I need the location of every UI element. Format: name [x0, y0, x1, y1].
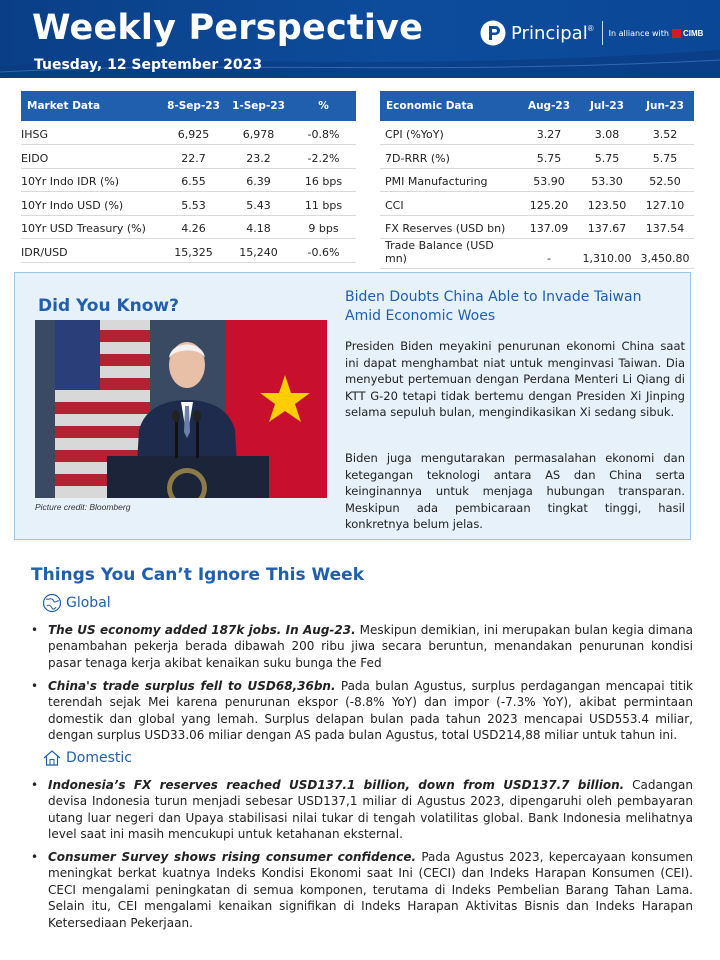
table-cell: 3.08	[578, 121, 636, 145]
table-row	[21, 168, 356, 192]
photo-credit: Picture credit: Bloomberg	[35, 502, 131, 512]
news-photo	[35, 320, 327, 498]
table-row	[380, 121, 694, 145]
table-row	[380, 145, 694, 169]
column-header: Jun-23	[636, 91, 694, 121]
table-cell: 137.09	[520, 215, 578, 239]
table-cell: -0.6%	[291, 239, 356, 263]
table-cell: 4.18	[226, 215, 291, 239]
row-label: PMI Manufacturing	[380, 168, 520, 192]
list-item	[31, 849, 693, 931]
page-title: Weekly Perspective	[32, 8, 424, 48]
table-row	[380, 192, 694, 216]
table-cell: 123.50	[578, 192, 636, 216]
table-cell: 6.55	[161, 168, 226, 192]
principal-logo-icon	[480, 20, 506, 46]
table-row	[21, 192, 356, 216]
table-cell: 5.75	[520, 145, 578, 169]
economic-data-table	[380, 91, 694, 269]
globe-icon	[42, 593, 62, 613]
table-cell: 137.54	[636, 215, 694, 239]
table-cell: 11 bps	[291, 192, 356, 216]
brand-registered-mark: ®	[587, 23, 594, 33]
bullet-dot: •	[31, 623, 39, 637]
table-cell: 6.39	[226, 168, 291, 192]
brand-name: Principal	[511, 22, 588, 44]
bullet-lead: Indonesia’s FX reserves reached USD137.1 billion, down from USD137.7 billion.	[48, 778, 625, 792]
table-cell: 15,240	[226, 239, 291, 263]
bullet-lead: The US economy added 187k jobs. In Aug-23.	[48, 623, 356, 637]
table-cell: 52.50	[636, 168, 694, 192]
table-cell: 9 bps	[291, 215, 356, 239]
row-label: Trade Balance (USD mn)	[380, 239, 520, 269]
table-cell: 125.20	[520, 192, 578, 216]
bullet-text: Pada bulan Agustus, surplus perdagangan mencapai titik terendah sejak Mei karena penurunan ekspor (-8.8% YoY) dan impor (-7.3% YoY), akibat permintaan domestik dan global yang lemah. Surplus delapan bulan pada tahun 2023 mencapai USD553.4 miliar, dengan surplus USD33.06 miliar dengan AS pada bulan Agustus, total USD214,88 miliar untuk tahun ini.	[48, 679, 693, 743]
column-header: Market Data	[21, 91, 161, 121]
table-cell: 22.7	[161, 145, 226, 169]
table-cell: 15,325	[161, 239, 226, 263]
table-row	[21, 239, 356, 263]
bullet-text: Meskipun demikian, ini merupakan bulan kegia dimana penambahan pekerja berada dibawah 200 ribu jiwa secara beruntun, menandakan penurunan kondisi pasar tenaga kerja akibat kenaikan suku bunga the Fed	[48, 623, 693, 670]
table-row	[21, 145, 356, 169]
list-item	[31, 622, 693, 671]
table-row	[380, 168, 694, 192]
bullet-dot: •	[31, 778, 39, 792]
did-you-know-heading: Did You Know?	[38, 296, 179, 316]
table-row	[380, 239, 694, 269]
domestic-subheading	[42, 748, 132, 768]
row-label: 7D-RRR (%)	[380, 145, 520, 169]
table-cell: 5.43	[226, 192, 291, 216]
table-cell: 6,925	[161, 121, 226, 145]
row-label: 10Yr Indo IDR (%)	[21, 168, 161, 192]
row-label: 10Yr USD Treasury (%)	[21, 215, 161, 239]
column-header: 1-Sep-23	[226, 91, 291, 121]
table-row	[21, 121, 356, 145]
house-icon	[42, 748, 62, 768]
table-cell: 3.27	[520, 121, 578, 145]
table-cell: 5.53	[161, 192, 226, 216]
news-photo-illustration	[35, 320, 327, 498]
news-paragraph: Presiden Biden meyakini penurunan ekonomi China saat ini dapat menghambat niat untuk menginvasi Taiwan. Dia menyebut pertemuan dengan Perdana Menteri Li Qiang di KTT G-20 tetapi tidak bertemu dengan Presiden Xi Jinping selama sepuluh bulan, mengindikasikan Xi sedang sibuk.	[345, 339, 685, 420]
did-you-know-box	[14, 272, 691, 540]
bullet-text: Cadangan devisa Indonesia turun menjadi sebesar USD137,1 miliar di Agustus 2023, dipengaruhi oleh pembayaran utang luar negeri dan Upaya stabilisasi nilai tukar di tengah volatilitas global. Bank Indonesia melihatnya level saat ini masih mencukupi untuk ketahanan eksternal.	[48, 778, 694, 842]
table-cell: -0.8%	[291, 121, 356, 145]
bullet-text: Pada Agustus 2023, kepercayaan konsumen meningkat berkat kuatnya Indeks Kondisi Ekonomi saat Ini (CECI) dan Indeks Harapan Konsumen (CEI). CECI mengalami peningkatan di semua komponen, terutama di Indeks Pembelian Barang Tahan Lama. Selain itu, CEI mengalami kenaikan signifikan di Indeks Harapan Aktivitas Bisnis dan Indeks Harapan Ketersediaan Pekerjaan.	[48, 850, 693, 930]
bullet-lead: China's trade surplus fell to USD68,36bn.	[48, 679, 336, 693]
list-item	[31, 777, 694, 843]
table-cell: 23.2	[226, 145, 291, 169]
table-cell: 1,310.00	[578, 239, 636, 269]
market-data-table	[21, 91, 356, 263]
table-row	[380, 215, 694, 239]
column-header: %	[291, 91, 356, 121]
column-header: Aug-23	[520, 91, 578, 121]
table-cell: 5.75	[636, 145, 694, 169]
row-label: 10Yr Indo USD (%)	[21, 192, 161, 216]
bullet-dot: •	[31, 679, 39, 693]
column-header: 8-Sep-23	[161, 91, 226, 121]
table-cell: -	[520, 239, 578, 269]
global-subheading	[42, 593, 111, 613]
report-date: Tuesday, 12 September 2023	[34, 57, 263, 73]
alliance-text: In alliance with	[608, 28, 669, 38]
global-label: Global	[66, 595, 111, 611]
cimb-logo-icon	[672, 29, 681, 38]
table-cell: 4.26	[161, 215, 226, 239]
column-header: Jul-23	[578, 91, 636, 121]
row-label: CPI (%YoY)	[380, 121, 520, 145]
domestic-label: Domestic	[66, 750, 132, 766]
row-label: EIDO	[21, 145, 161, 169]
table-cell: 53.90	[520, 168, 578, 192]
bullet-dot: •	[31, 850, 39, 864]
row-label: CCI	[380, 192, 520, 216]
partner-name: CIMB	[682, 28, 704, 38]
table-cell: 5.75	[578, 145, 636, 169]
table-cell: 53.30	[578, 168, 636, 192]
table-row	[21, 215, 356, 239]
row-label: IDR/USD	[21, 239, 161, 263]
page-header	[0, 0, 720, 78]
table-cell: 3,450.80	[636, 239, 694, 269]
table-header-row	[21, 91, 356, 121]
news-headline: Biden Doubts China Able to Invade Taiwan Amid Economic Woes	[345, 289, 642, 324]
table-cell: 3.52	[636, 121, 694, 145]
row-label: FX Reserves (USD bn)	[380, 215, 520, 239]
brand-separator	[602, 21, 603, 45]
bullet-lead: Consumer Survey shows rising consumer confidence.	[48, 850, 417, 864]
table-cell: -2.2%	[291, 145, 356, 169]
column-header: Economic Data	[380, 91, 520, 121]
table-cell: 137.67	[578, 215, 636, 239]
news-paragraph: Biden juga mengutarakan permasalahan ekonomi dan ketegangan teknologi antara AS dan China serta keinginannya untuk menjaga hubungan transparan. Meskipun ada pembicaraan tingkat tinggi, hasil konkretnya belum jelas.	[345, 451, 685, 532]
table-header-row	[380, 91, 694, 121]
table-cell: 127.10	[636, 192, 694, 216]
table-cell: 16 bps	[291, 168, 356, 192]
brand-block	[480, 16, 703, 50]
list-item	[31, 678, 693, 744]
table-cell: 6,978	[226, 121, 291, 145]
section-heading: Things You Can’t Ignore This Week	[31, 565, 365, 585]
row-label: IHSG	[21, 121, 161, 145]
